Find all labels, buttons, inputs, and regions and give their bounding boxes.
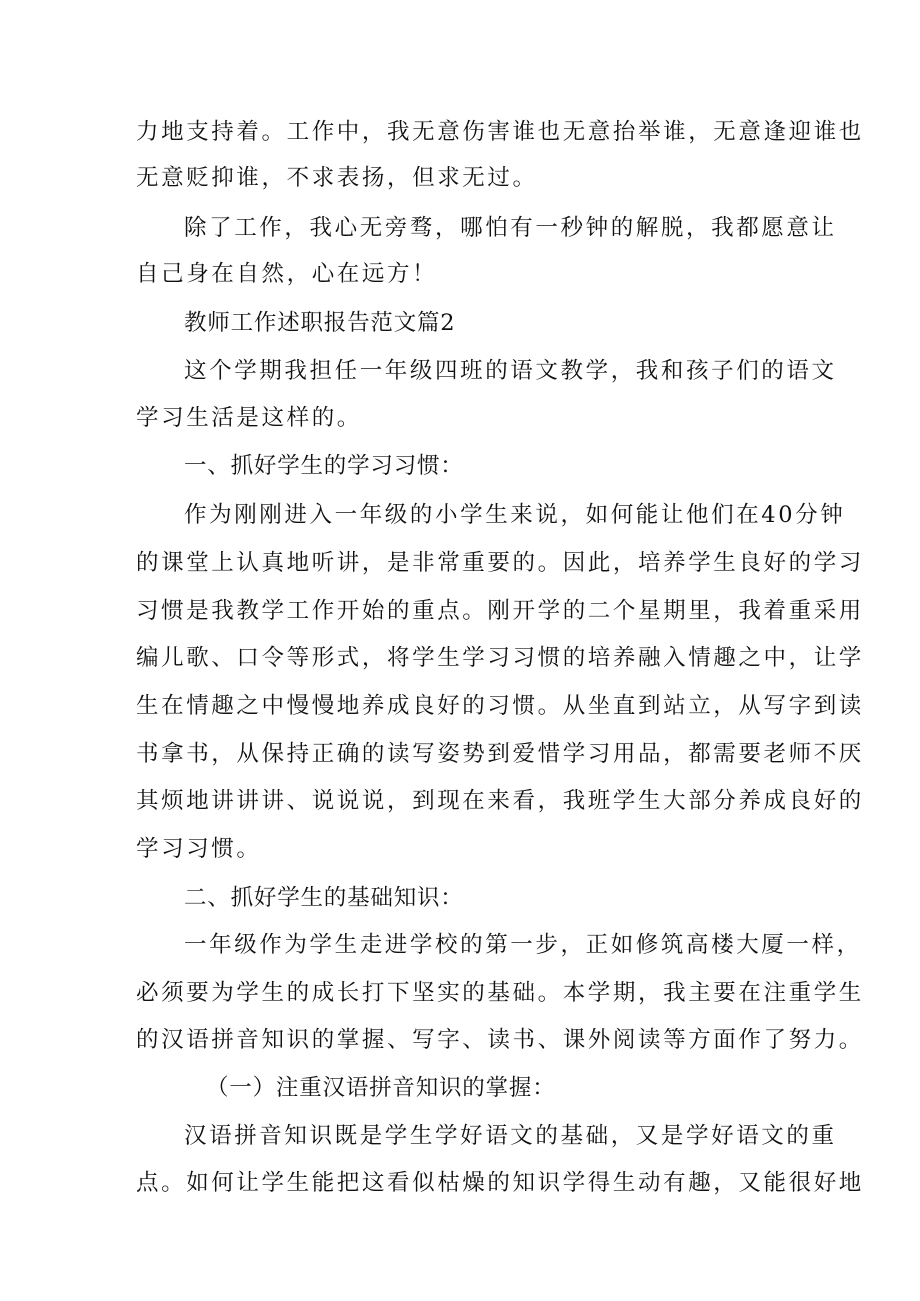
body-text-line: 编儿歌、口令等形式，将学生学习习惯的培养融入情趣之中，让学 [136, 645, 864, 671]
body-text-line: 其烦地讲讲讲、说说说，到现在来看，我班学生大部分养成良好的 [136, 788, 864, 814]
body-text-line: 的汉语拼音知识的掌握、写字、读书、课外阅读等方面作了努力。 [136, 1027, 864, 1053]
body-text-line: 的课堂上认真地听讲，是非常重要的。因此，培养学生良好的学习 [136, 550, 864, 576]
body-text-line: 汉语拼音知识既是学生学好语文的基础，又是学好语文的重 [184, 1123, 837, 1149]
body-text-line: 一年级作为学生走进学校的第一步，正如修筑高楼大厦一样， [184, 932, 862, 958]
body-text-line: 书拿书，从保持正确的读写姿势到爱惜学习用品，都需要老师不厌 [136, 741, 864, 767]
section-title: 教师工作述职报告范文篇2 [184, 310, 456, 336]
body-text-line: 除了工作，我心无旁骛，哪怕有一秒钟的解脱，我都愿意让 [184, 215, 837, 241]
subheading: （一）注重汉语拼音知识的掌握： [206, 1075, 556, 1101]
body-text-line: 学习生活是这样的。 [136, 405, 362, 431]
body-text-line: 无意贬抑谁，不求表扬，但求无过。 [136, 165, 538, 191]
body-text-line: 点。如何让学生能把这看似枯燥的知识学得生动有趣，又能很好地 [136, 1170, 864, 1196]
body-text-line: 力地支持着。工作中，我无意伤害谁也无意抬举谁，无意逢迎谁也 [136, 119, 864, 145]
body-text-line: 生在情趣之中慢慢地养成良好的习惯。从坐直到站立，从写字到读 [136, 693, 864, 719]
body-text-line: 这个学期我担任一年级四班的语文教学，我和孩子们的语文 [184, 358, 837, 384]
body-text-line: 自己身在自然，心在远方！ [136, 261, 438, 287]
subheading: 一、抓好学生的学习习惯： [184, 453, 464, 479]
body-text-line: 必须要为学生的成长打下坚实的基础。本学期，我主要在注重学生 [136, 980, 864, 1006]
body-text-line: 作为刚刚进入一年级的小学生来说，如何能让他们在40分钟 [184, 502, 846, 528]
body-text-line: 习惯是我教学工作开始的重点。刚开学的二个星期里，我着重采用 [136, 598, 864, 624]
body-text-line: 学习习惯。 [136, 836, 262, 862]
subheading: 二、抓好学生的基础知识： [184, 885, 464, 911]
